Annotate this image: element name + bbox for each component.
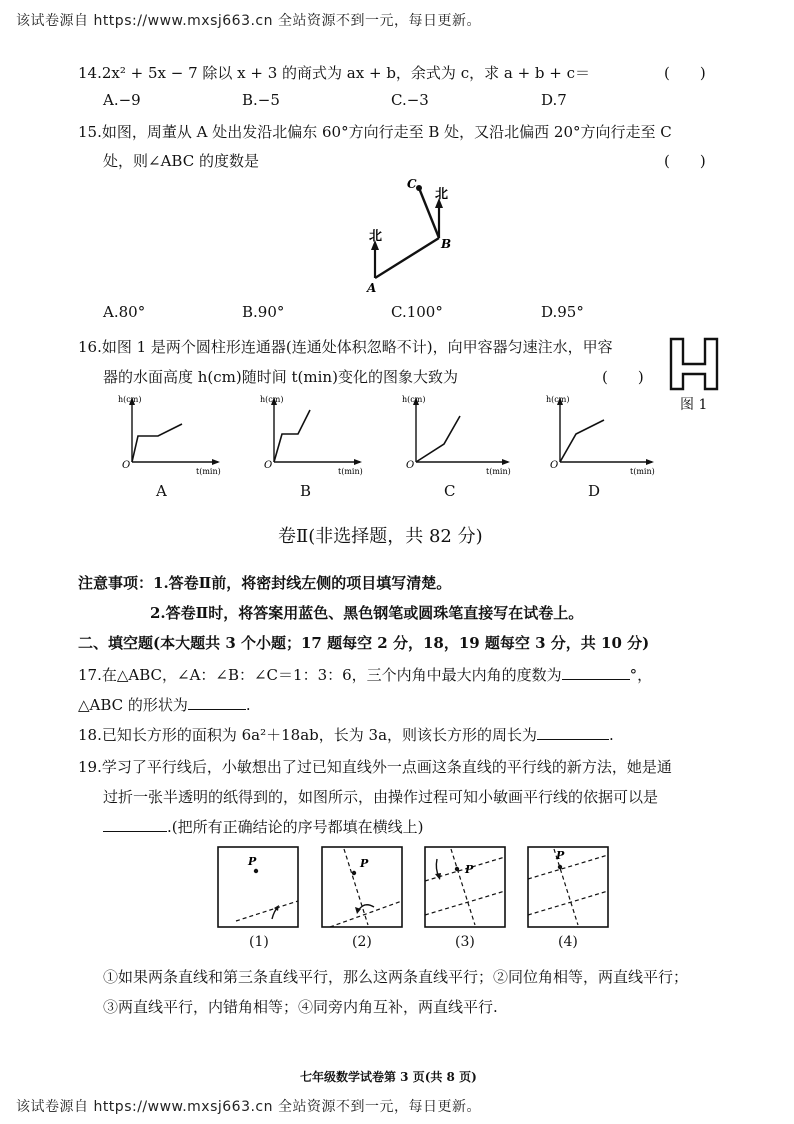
label-c: C [407,177,417,191]
graph-a-ylabel: h(cm) [118,395,142,404]
q15-bracket: ( ) [664,152,706,170]
q19-panel-1 [216,845,300,929]
graph-a-origin: O [122,460,131,471]
q19-choices-1: ①如果两条直线和第三条直线平行，那么这两条直线平行；②同位角相等，两直线平行； [103,968,689,986]
graph-a-svg [112,392,222,480]
panel3-p: P [465,863,474,876]
q17-text-d: . [245,696,251,714]
q19-panel-4-label: (4) [558,934,578,950]
q16-graph-c [396,392,514,484]
q19-panel-3-label: (3) [455,934,475,950]
graph-b-ylabel: h(cm) [260,395,284,404]
panel4-p: P [556,849,565,862]
part2-title: 二、填空题(本大题共 3 个小题；17 题每空 2 分，18，19 题每空 3 分，共 10 分) [78,634,650,652]
q18-text-a: 18.已知长方形的面积为 6a²＋18ab，长为 3a，则该长方形的周长为 [78,726,538,744]
panel1-p: P [248,855,257,868]
q16-connector-figure [668,336,720,392]
q14-bracket: ( ) [664,64,706,82]
q15-option-c: C.100° [391,303,443,321]
q17-line2 [78,694,251,715]
q19-panel-2-label: (2) [352,934,372,950]
q16-line1: 16.如图 1 是两个圆柱形连通器(连通处体积忽略不计)，向甲容器匀速注水，甲容 [78,338,613,356]
section2-title: 卷Ⅱ(非选择题，共 82 分) [278,526,483,547]
q15-line1: 15.如图，周董从 A 处出发沿北偏东 60°方向行走至 B 处，又沿北偏西 20°方向行走至 C [78,123,672,141]
q17-text-a: 17.在△ABC，∠A：∠B：∠C＝1：3：6，三个内角中最大内角的度数为 [78,666,562,684]
q16-graph-b [254,392,364,484]
x-arrow-icon [502,459,510,465]
point-c [416,185,422,191]
q14-stem [78,62,590,83]
graph-d-origin: O [550,460,559,471]
q19-blank[interactable] [103,817,167,832]
q16-option-a: A [156,482,167,500]
q18-text-b: . [609,726,614,744]
q16-graph-a [112,392,222,484]
watermark-bottom: 该试卷源自 https://www.mxsj663.cn 全站资源不到一元，每日更新。 [16,1099,481,1115]
watermark-top: 该试卷源自 https://www.mxsj663.cn 全站资源不到一元，每日更新。 [16,13,481,29]
q16-line2: 器的水面高度 h(cm)随时间 t(min)变化的图象大致为 [103,368,458,386]
q15-direction-figure [355,168,475,298]
label-b: B [441,237,452,251]
q14-option-b: B.−5 [242,91,280,109]
q19-panel-1-label: (1) [249,934,269,950]
north-label-a: 北 [369,229,383,244]
q14-text: 2x² + 5x − 7 除以 x + 3 的商式为 ax + b，余式为 c，求 a + b + c＝ [101,64,591,82]
q19-line2: 过折一张半透明的纸得到的，如图所示，由操作过程可知小敏画平行线的依据可以是 [103,788,659,806]
notice-1: 注意事项：1.答卷Ⅱ前，将密封线左侧的项目填写清楚。 [78,574,452,592]
q14-option-a: A.−9 [103,91,141,109]
q14-option-d: D.7 [541,91,567,109]
graph-b-origin: O [264,460,273,471]
graph-b-svg [254,392,364,480]
q15-line2: 处，则∠ABC 的度数是 [103,152,259,170]
graph-d-svg [540,392,658,480]
segment-ab [375,238,439,278]
q15-option-b: B.90° [242,303,285,321]
q19-panel-4 [526,845,610,929]
graph-c-ylabel: h(cm) [402,395,426,404]
q19-panel-3 [423,845,507,929]
graph-c-origin: O [406,460,415,471]
q17-text-c: △ABC 的形状为 [78,696,188,714]
q17-blank-1[interactable] [562,665,630,680]
graph-a-xlabel: t(min) [196,467,221,476]
x-arrow-icon [354,459,362,465]
q18-line [78,724,614,745]
panel2-p: P [360,857,369,870]
graph-b-xlabel: t(min) [338,467,363,476]
north-label-b: 北 [435,187,449,202]
q19-line1: 19.学习了平行线后，小敏想出了过已知直线外一点画这条直线的平行线的新方法，她是通 [78,758,672,776]
graph-c-xlabel: t(min) [486,467,511,476]
q17-blank-2[interactable] [188,695,246,710]
q17-text-b: °， [629,666,653,684]
label-a: A [367,281,377,295]
x-arrow-icon [212,459,220,465]
q19-line3 [103,816,423,837]
q16-graph-d [540,392,658,484]
graph-c-svg [396,392,514,480]
q19-panel-2 [320,845,404,929]
x-arrow-icon [646,459,654,465]
q19-choices-2: ③两直线平行，内错角相等；④同旁内角互补，两直线平行. [103,998,498,1016]
q16-option-b: B [300,482,312,500]
q16-option-d: D [588,482,601,500]
graph-d-ylabel: h(cm) [546,395,570,404]
notice-2: 2.答卷Ⅱ时，将答案用蓝色、黑色钢笔或圆珠笔直接写在试卷上。 [150,604,584,622]
q15-option-d: D.95° [541,303,584,321]
q18-blank[interactable] [537,725,609,740]
q19-line3-text: .(把所有正确结论的序号都填在横线上) [167,818,424,836]
q15-option-a: A.80° [103,303,146,321]
page-footer: 七年级数学试卷第 3 页(共 8 页) [300,1070,477,1084]
q16-option-c: C [444,482,456,500]
graph-d-xlabel: t(min) [630,467,655,476]
q16-figure-caption: 图 1 [680,397,708,413]
q17-line1 [78,664,652,685]
q14-number: 14. [78,64,102,82]
q14-option-c: C.−3 [391,91,429,109]
q16-bracket: ( ) [602,368,644,386]
